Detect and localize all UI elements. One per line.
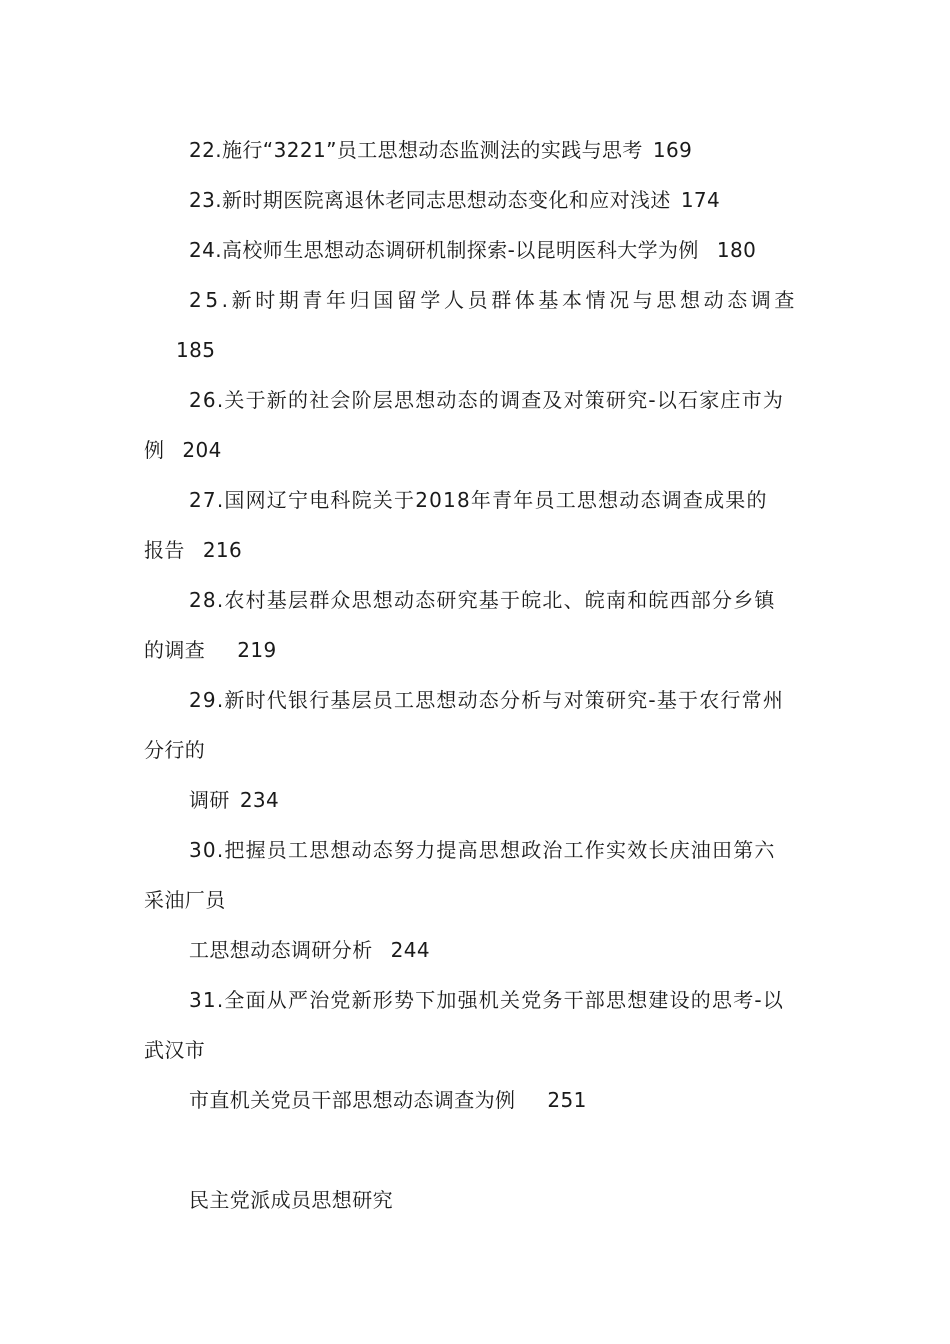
toc-entry-title-line2: 武汉市: [144, 1038, 206, 1062]
toc-entry-title-line3: 工思想动态调研分析: [189, 938, 373, 962]
toc-entry-title-line1: 27.国网辽宁电科院关于2018年青年员工思想动态调查成果的: [189, 488, 768, 512]
toc-entry-title-line1: 26.关于新的社会阶层思想动态的调查及对策研究-以石家庄市为: [189, 388, 785, 412]
toc-entry-title-line2: 例: [144, 438, 165, 462]
toc-entry-title-line3: 市直机关党员干部思想动态调查为例: [189, 1088, 516, 1112]
toc-entry-31-line2: [144, 1037, 205, 1063]
toc-entry-page: 180: [716, 238, 757, 262]
toc-entry-29-line2: [144, 737, 205, 763]
toc-entry-26: [189, 387, 784, 413]
toc-entry-page: 185: [176, 338, 216, 362]
toc-entry-30: [189, 837, 776, 863]
toc-entry-title-line1: 31.全面从严治党新形势下加强机关党务干部思想建设的思考-以: [189, 988, 785, 1012]
toc-entry-27-line2: [144, 537, 242, 563]
toc-entry-25: [189, 287, 798, 313]
toc-entry-page: 234: [239, 788, 280, 812]
toc-entry-title: 22.施行“3221”员工思想动态监测法的实践与思考: [189, 138, 643, 162]
toc-entry-title-line3: 调研: [189, 788, 230, 812]
toc-entry-title-line2: 采油厂员: [144, 888, 226, 912]
toc-entry-24: [189, 237, 756, 263]
toc-entry-title-line2: 的调查: [144, 638, 206, 662]
toc-entry-31: [189, 987, 784, 1013]
toc-entry-page: 204: [182, 438, 222, 462]
toc-entry-title-line1: 28.农村基层群众思想动态研究基于皖北、皖南和皖西部分乡镇: [189, 588, 776, 612]
toc-entry-22: [189, 137, 692, 163]
toc-entry-page: 169: [652, 138, 693, 162]
toc-entry-title-line2: 分行的: [144, 738, 206, 762]
section-heading: [189, 1187, 393, 1213]
toc-entry-title-line2: 报告: [144, 538, 185, 562]
toc-entry-page: 219: [237, 638, 277, 662]
toc-entry-31-line3: [189, 1087, 587, 1113]
toc-entry-title: 24.高校师生思想动态调研机制探索-以昆明医科大学为例: [189, 238, 699, 262]
toc-entry-page: 251: [547, 1088, 587, 1112]
toc-entry-title-line1: 25.新时期青年归国留学人员群体基本情况与思想动态调查: [189, 288, 799, 312]
toc-entry-26-line2: [144, 437, 222, 463]
toc-entry-23: [189, 187, 720, 213]
toc-entry-page: 216: [202, 538, 243, 562]
toc-entry-28: [189, 587, 776, 613]
toc-entry-27: [189, 487, 768, 513]
toc-entry-title: 23.新时期医院离退休老同志思想动态变化和应对浅述: [189, 188, 671, 212]
toc-entry-29: [189, 687, 784, 713]
toc-entry-25-page-line: [176, 337, 215, 363]
toc-entry-29-line3: [189, 787, 279, 813]
toc-entry-page: 244: [390, 938, 430, 962]
toc-entry-page: 174: [680, 188, 721, 212]
toc-entry-title-line1: 30.把握员工思想动态努力提高思想政治工作实效长庆油田第六: [189, 838, 776, 862]
toc-entry-30-line2: [144, 887, 226, 913]
toc-entry-30-line3: [189, 937, 430, 963]
toc-entry-28-line2: [144, 637, 277, 663]
toc-entry-title-line1: 29.新时代银行基层员工思想动态分析与对策研究-基于农行常州: [189, 688, 785, 712]
section-heading-text: 民主党派成员思想研究: [189, 1188, 393, 1212]
